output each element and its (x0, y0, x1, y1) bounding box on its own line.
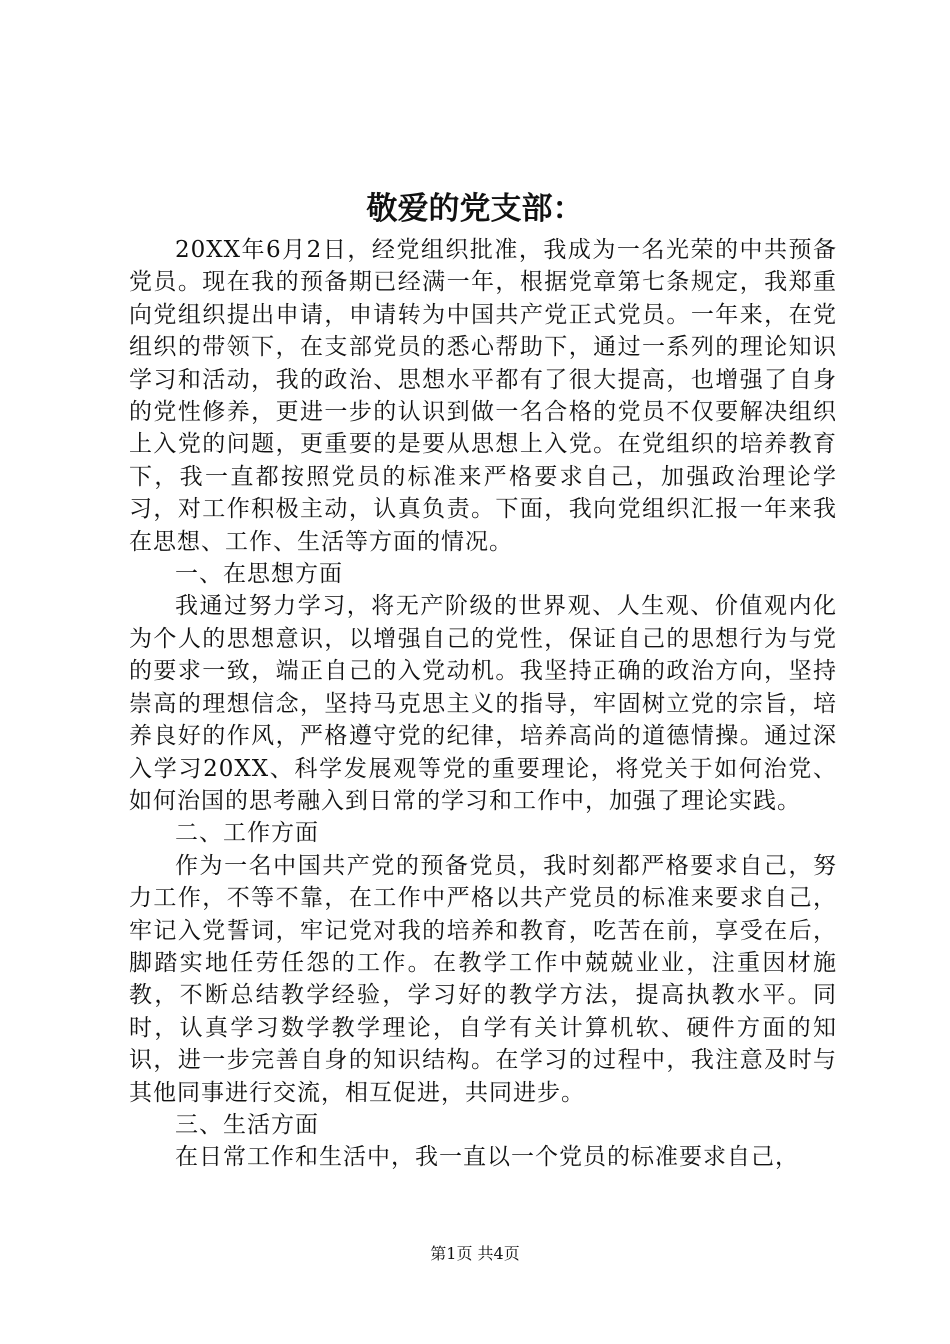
paragraph-thought: 我通过努力学习，将无产阶级的世界观、人生观、价值观内化为个人的思想意识，以增强自己的党性，保证自己的思想行为与党的要求一致，端正自己的入党动机。我坚持正确的政治方向，坚持崇高的理想信念，坚持马克思主义的指导，牢固树立党的宗旨，培养良好的作风，严格遵守党的纪律，培养高尚的道德情操。通过深入学习20XX、科学发展观等党的重要理论，将党关于如何治党、如何治国的思考融入到日常的学习和工作中，加强了理论实践。 (129, 593, 837, 814)
paragraph-work: 作为一名中国共产党的预备党员，我时刻都严格要求自己，努力工作，不等不靠，在工作中严格以共产党员的标准来要求自己，牢记入党誓词，牢记党对我的培养和教育，吃苦在前，享受在后，脚踏实地任劳任怨的工作。在教学工作中兢兢业业，注重因材施教，不断总结教学经验，学习好的教学方法，提高执教水平。同时，认真学习数学教学理论，自学有关计算机软、硬件方面的知识，进一步完善自身的知识结构。在学习的过程中，我注意及时与其他同事进行交流，相互促进，共同进步。 (129, 852, 837, 1106)
document-body (129, 234, 837, 1174)
document-title: 敬爱的党支部： (366, 191, 584, 227)
section-heading-life: 三、生活方面 (175, 1111, 319, 1138)
paragraph-intro: 20XX年6月2日，经党组织批准，我成为一名光荣的中共预备党员。现在我的预备期已经满一年，根据党章第七条规定，我郑重向党组织提出申请，申请转为中国共产党正式党员。一年来，在党组织的带领下，在支部党员的悉心帮助下，通过一系列的理论知识学习和活动，我的政治、思想水平都有了很大提高，也增强了自身的党性修养，更进一步的认识到做一名合格的党员不仅要解决组织上入党的问题，更重要的是要从思想上入党。在党组织的培养教育下，我一直都按照党员的标准来严格要求自己，加强政治理论学习，对工作积极主动，认真负责。下面，我向党组织汇报一年来我在思想、工作、生活等方面的情况。 (129, 237, 837, 555)
paragraph-life: 在日常工作和生活中，我一直以一个党员的标准要求自己， (175, 1144, 799, 1171)
page-number-footer: 第1页 共4页 (430, 1244, 520, 1263)
section-heading-work: 二、工作方面 (175, 820, 319, 847)
section-heading-thought: 一、在思想方面 (175, 561, 343, 588)
